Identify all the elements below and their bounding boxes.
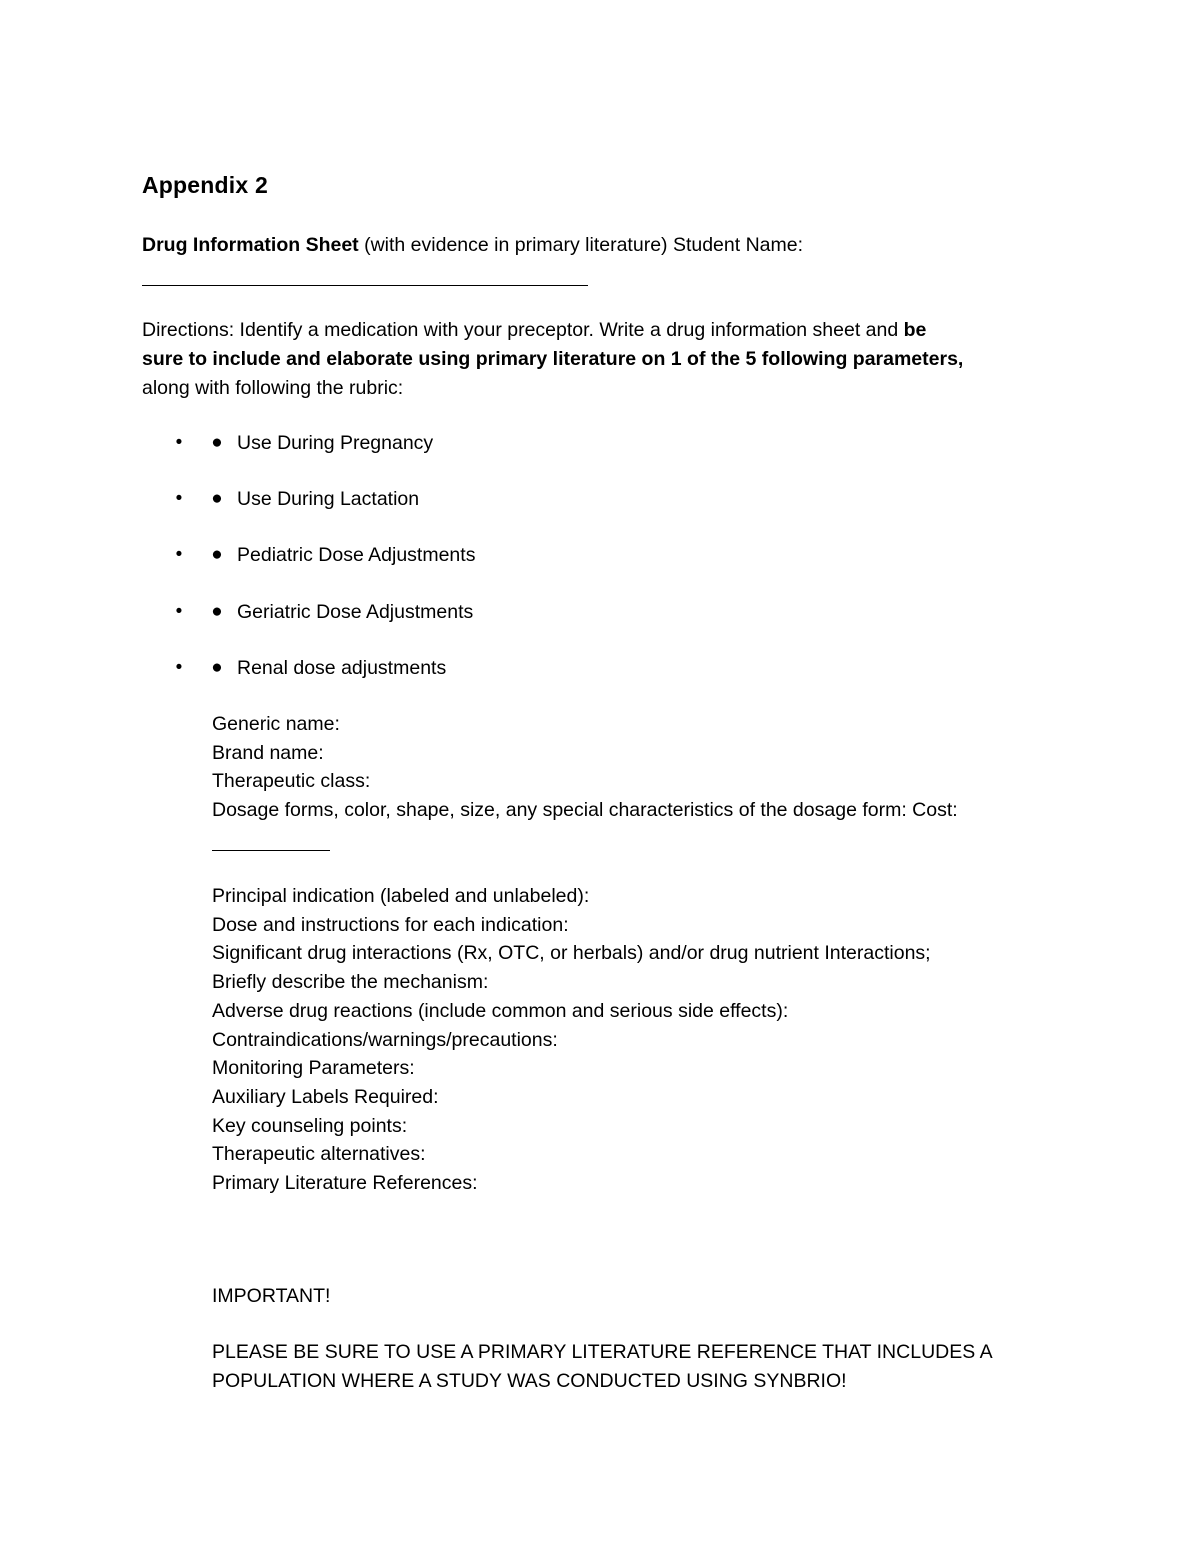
directions-line-3: along with following the rubric:: [142, 377, 404, 399]
bullet-icon: •: [175, 601, 183, 622]
bullet-dot-icon: ●: [211, 544, 223, 565]
directions-emphasis: be: [903, 319, 927, 341]
field-label: Auxiliary Labels Required:: [212, 1085, 439, 1108]
appendix-heading: Appendix 2: [142, 172, 268, 198]
important-label: IMPORTANT!: [212, 1285, 331, 1307]
list-item-label: Use During Pregnancy: [237, 432, 434, 454]
important-note-line-2: POPULATION WHERE A STUDY WAS CONDUCTED USING SYNBRIO!: [212, 1370, 847, 1392]
bullet-icon: •: [175, 432, 183, 453]
field-label: Brand name:: [212, 741, 324, 764]
sheet-title: Drug Information Sheet: [142, 234, 359, 256]
important-note-line-1: PLEASE BE SURE TO USE A PRIMARY LITERATURE REFERENCE THAT INCLUDES A: [212, 1341, 993, 1363]
bullet-icon: •: [175, 488, 183, 509]
field-label: Dose and instructions for each indication:: [212, 913, 569, 936]
bullet-icon: •: [175, 544, 183, 565]
list-item-label: Renal dose adjustments: [237, 657, 447, 679]
field-label: Contraindications/warnings/precautions:: [212, 1028, 558, 1051]
directions-line-2: sure to include and elaborate using primary literature on 1 of the 5 following parameters,: [142, 348, 964, 370]
field-label: Significant drug interactions (Rx, OTC, or herbals) and/or drug nutrient Interactions;: [212, 942, 931, 965]
bullet-icon: •: [175, 657, 183, 678]
list-item-label: Geriatric Dose Adjustments: [237, 601, 474, 623]
field-label: Adverse drug reactions (include common and serious side effects):: [212, 999, 789, 1022]
field-label: Principal indication (labeled and unlabeled):: [212, 885, 590, 907]
student-name-blank: [142, 285, 588, 286]
field-label: Generic name:: [212, 713, 340, 735]
field-label: Primary Literature References:: [212, 1172, 478, 1194]
field-label: Dosage forms, color, shape, size, any special characteristics of the dosage form: Cost:: [212, 799, 958, 822]
directions-line-1: [142, 316, 926, 344]
sheet-subtitle-student-name: (with evidence in primary literature) Student Name:: [358, 234, 804, 256]
bullet-dot-icon: ●: [211, 657, 223, 678]
bullet-dot-icon: ●: [211, 601, 223, 622]
field-label: Therapeutic class:: [212, 770, 371, 793]
list-item-label: Use During Lactation: [237, 488, 420, 510]
bullet-dot-icon: ●: [211, 432, 223, 453]
bullet-dot-icon: ●: [211, 488, 223, 509]
field-label: Monitoring Parameters:: [212, 1057, 415, 1080]
directions-text: Directions: Identify a medication with your preceptor. Write a drug information sheet and: [142, 319, 904, 341]
title-line: [142, 231, 803, 259]
field-label: Key counseling points:: [212, 1114, 408, 1137]
cost-blank: [212, 850, 330, 851]
list-item-label: Pediatric Dose Adjustments: [237, 544, 476, 566]
field-label: Therapeutic alternatives:: [212, 1143, 426, 1166]
field-label: Briefly describe the mechanism:: [212, 971, 489, 994]
